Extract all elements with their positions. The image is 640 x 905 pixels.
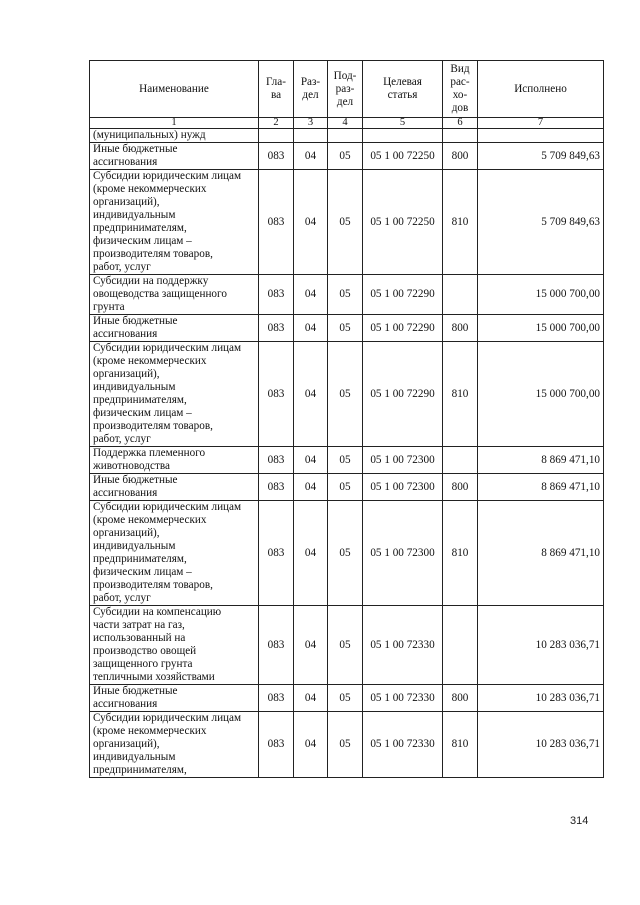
row-subsection-cell bbox=[328, 129, 363, 143]
table-row bbox=[90, 315, 604, 342]
row-chapter-cell: 083 bbox=[259, 606, 294, 685]
row-subsection-cell: 05 bbox=[328, 143, 363, 170]
table-row bbox=[90, 685, 604, 712]
header-expense-type bbox=[443, 61, 478, 118]
row-expense-type-cell: 810 bbox=[443, 342, 478, 447]
row-section-cell: 04 bbox=[294, 606, 328, 685]
row-expense-type-cell: 810 bbox=[443, 712, 478, 778]
table-row bbox=[90, 712, 604, 778]
row-subsection-cell: 05 bbox=[328, 170, 363, 275]
row-chapter-cell: 083 bbox=[259, 685, 294, 712]
row-section-cell: 04 bbox=[294, 315, 328, 342]
row-target-article-cell: 05 1 00 72290 bbox=[363, 342, 443, 447]
row-amount-cell: 15 000 700,00 bbox=[478, 342, 604, 447]
table-row bbox=[90, 447, 604, 474]
row-chapter-cell: 083 bbox=[259, 712, 294, 778]
table-row bbox=[90, 474, 604, 501]
header-chapter-text: Гла- ва bbox=[266, 76, 286, 101]
row-name-cell: (муниципальных) нужд bbox=[90, 129, 259, 143]
row-expense-type-cell bbox=[443, 606, 478, 685]
row-name-cell: Субсидии на компенсацию части затрат на газ, использованный на производство овощей защищенного грунта тепличными хозяйствами bbox=[90, 606, 259, 685]
row-section-cell: 04 bbox=[294, 712, 328, 778]
row-chapter-cell bbox=[259, 129, 294, 143]
row-subsection-cell: 05 bbox=[328, 685, 363, 712]
row-target-article-cell bbox=[363, 129, 443, 143]
row-amount-cell: 10 283 036,71 bbox=[478, 685, 604, 712]
row-target-article-cell: 05 1 00 72250 bbox=[363, 170, 443, 275]
row-name-cell: Поддержка племенного животноводства bbox=[90, 447, 259, 474]
header-section-text: Раз- дел bbox=[300, 76, 321, 101]
row-chapter-cell: 083 bbox=[259, 170, 294, 275]
table-row bbox=[90, 170, 604, 275]
row-chapter-cell: 083 bbox=[259, 342, 294, 447]
row-amount-cell: 8 869 471,10 bbox=[478, 447, 604, 474]
table-body bbox=[90, 129, 604, 778]
column-number: 3 bbox=[294, 118, 328, 129]
row-amount-cell: 15 000 700,00 bbox=[478, 275, 604, 315]
column-number: 4 bbox=[328, 118, 363, 129]
row-section-cell: 04 bbox=[294, 275, 328, 315]
header-expense-type-text: Вид рас- хо- дов bbox=[450, 63, 470, 114]
row-subsection-cell: 05 bbox=[328, 474, 363, 501]
row-target-article-cell: 05 1 00 72300 bbox=[363, 474, 443, 501]
table-row bbox=[90, 342, 604, 447]
column-number: 6 bbox=[443, 118, 478, 129]
row-amount-cell: 8 869 471,10 bbox=[478, 474, 604, 501]
row-chapter-cell: 083 bbox=[259, 447, 294, 474]
row-amount-cell: 5 709 849,63 bbox=[478, 170, 604, 275]
row-section-cell: 04 bbox=[294, 501, 328, 606]
row-name-cell: Иные бюджетные ассигнования bbox=[90, 143, 259, 170]
row-name-cell: Субсидии юридическим лицам (кроме некоммерческих организаций), индивидуальным предпринимателям, физическим лицам – производителям товаров, работ, услуг bbox=[90, 170, 259, 275]
header-section bbox=[294, 61, 328, 118]
row-name-cell: Иные бюджетные ассигнования bbox=[90, 474, 259, 501]
row-section-cell: 04 bbox=[294, 474, 328, 501]
row-target-article-cell: 05 1 00 72330 bbox=[363, 712, 443, 778]
row-name-cell: Субсидии юридическим лицам (кроме некоммерческих организаций), индивидуальным предпринимателям, физическим лицам – производителям товаров, работ, услуг bbox=[90, 342, 259, 447]
row-name-cell: Иные бюджетные ассигнования bbox=[90, 685, 259, 712]
row-target-article-cell: 05 1 00 72250 bbox=[363, 143, 443, 170]
budget-execution-table bbox=[89, 60, 604, 778]
table-row bbox=[90, 143, 604, 170]
row-chapter-cell: 083 bbox=[259, 501, 294, 606]
header-target-article-text: Целевая статья bbox=[383, 76, 422, 101]
row-chapter-cell: 083 bbox=[259, 474, 294, 501]
header-subsection bbox=[328, 61, 363, 118]
row-expense-type-cell bbox=[443, 129, 478, 143]
row-subsection-cell: 05 bbox=[328, 712, 363, 778]
header-name bbox=[90, 61, 259, 118]
row-chapter-cell: 083 bbox=[259, 315, 294, 342]
table-row bbox=[90, 501, 604, 606]
row-chapter-cell: 083 bbox=[259, 275, 294, 315]
row-target-article-cell: 05 1 00 72330 bbox=[363, 606, 443, 685]
header-subsection-text: Под- раз- дел bbox=[333, 69, 357, 108]
row-section-cell: 04 bbox=[294, 342, 328, 447]
header-executed bbox=[478, 61, 604, 118]
table-header-row bbox=[90, 61, 604, 118]
row-target-article-cell: 05 1 00 72300 bbox=[363, 501, 443, 606]
column-number: 2 bbox=[259, 118, 294, 129]
row-target-article-cell: 05 1 00 72300 bbox=[363, 447, 443, 474]
row-subsection-cell: 05 bbox=[328, 447, 363, 474]
row-expense-type-cell: 800 bbox=[443, 685, 478, 712]
row-expense-type-cell bbox=[443, 447, 478, 474]
row-section-cell: 04 bbox=[294, 447, 328, 474]
row-chapter-cell: 083 bbox=[259, 143, 294, 170]
row-amount-cell: 8 869 471,10 bbox=[478, 501, 604, 606]
row-name-cell: Субсидии юридическим лицам (кроме некоммерческих организаций), индивидуальным предпринимателям, физическим лицам – производителям товаров, работ, услуг bbox=[90, 501, 259, 606]
header-chapter bbox=[259, 61, 294, 118]
row-name-cell: Субсидии на поддержку овощеводства защищенного грунта bbox=[90, 275, 259, 315]
row-amount-cell: 15 000 700,00 bbox=[478, 315, 604, 342]
row-section-cell: 04 bbox=[294, 170, 328, 275]
row-expense-type-cell: 800 bbox=[443, 315, 478, 342]
column-number: 5 bbox=[363, 118, 443, 129]
table-row bbox=[90, 129, 604, 143]
column-number: 1 bbox=[90, 118, 259, 129]
row-amount-cell: 10 283 036,71 bbox=[478, 606, 604, 685]
header-target-article bbox=[363, 61, 443, 118]
row-target-article-cell: 05 1 00 72330 bbox=[363, 685, 443, 712]
row-target-article-cell: 05 1 00 72290 bbox=[363, 275, 443, 315]
row-expense-type-cell: 810 bbox=[443, 501, 478, 606]
table-row bbox=[90, 606, 604, 685]
row-subsection-cell: 05 bbox=[328, 342, 363, 447]
row-section-cell: 04 bbox=[294, 685, 328, 712]
row-section-cell bbox=[294, 129, 328, 143]
row-subsection-cell: 05 bbox=[328, 275, 363, 315]
row-expense-type-cell: 810 bbox=[443, 170, 478, 275]
header-executed-text: Исполнено bbox=[514, 82, 567, 95]
row-amount-cell: 5 709 849,63 bbox=[478, 143, 604, 170]
row-amount-cell bbox=[478, 129, 604, 143]
row-expense-type-cell: 800 bbox=[443, 474, 478, 501]
row-section-cell: 04 bbox=[294, 143, 328, 170]
row-subsection-cell: 05 bbox=[328, 606, 363, 685]
column-number: 7 bbox=[478, 118, 604, 129]
row-subsection-cell: 05 bbox=[328, 501, 363, 606]
row-expense-type-cell: 800 bbox=[443, 143, 478, 170]
row-name-cell: Субсидии юридическим лицам (кроме некоммерческих организаций), индивидуальным предпринимателям, bbox=[90, 712, 259, 778]
table-row bbox=[90, 275, 604, 315]
row-name-cell: Иные бюджетные ассигнования bbox=[90, 315, 259, 342]
row-expense-type-cell bbox=[443, 275, 478, 315]
page-number: 314 bbox=[570, 815, 589, 827]
header-name-text: Наименование bbox=[139, 82, 209, 95]
row-subsection-cell: 05 bbox=[328, 315, 363, 342]
row-target-article-cell: 05 1 00 72290 bbox=[363, 315, 443, 342]
row-amount-cell: 10 283 036,71 bbox=[478, 712, 604, 778]
column-number-row bbox=[90, 118, 604, 129]
